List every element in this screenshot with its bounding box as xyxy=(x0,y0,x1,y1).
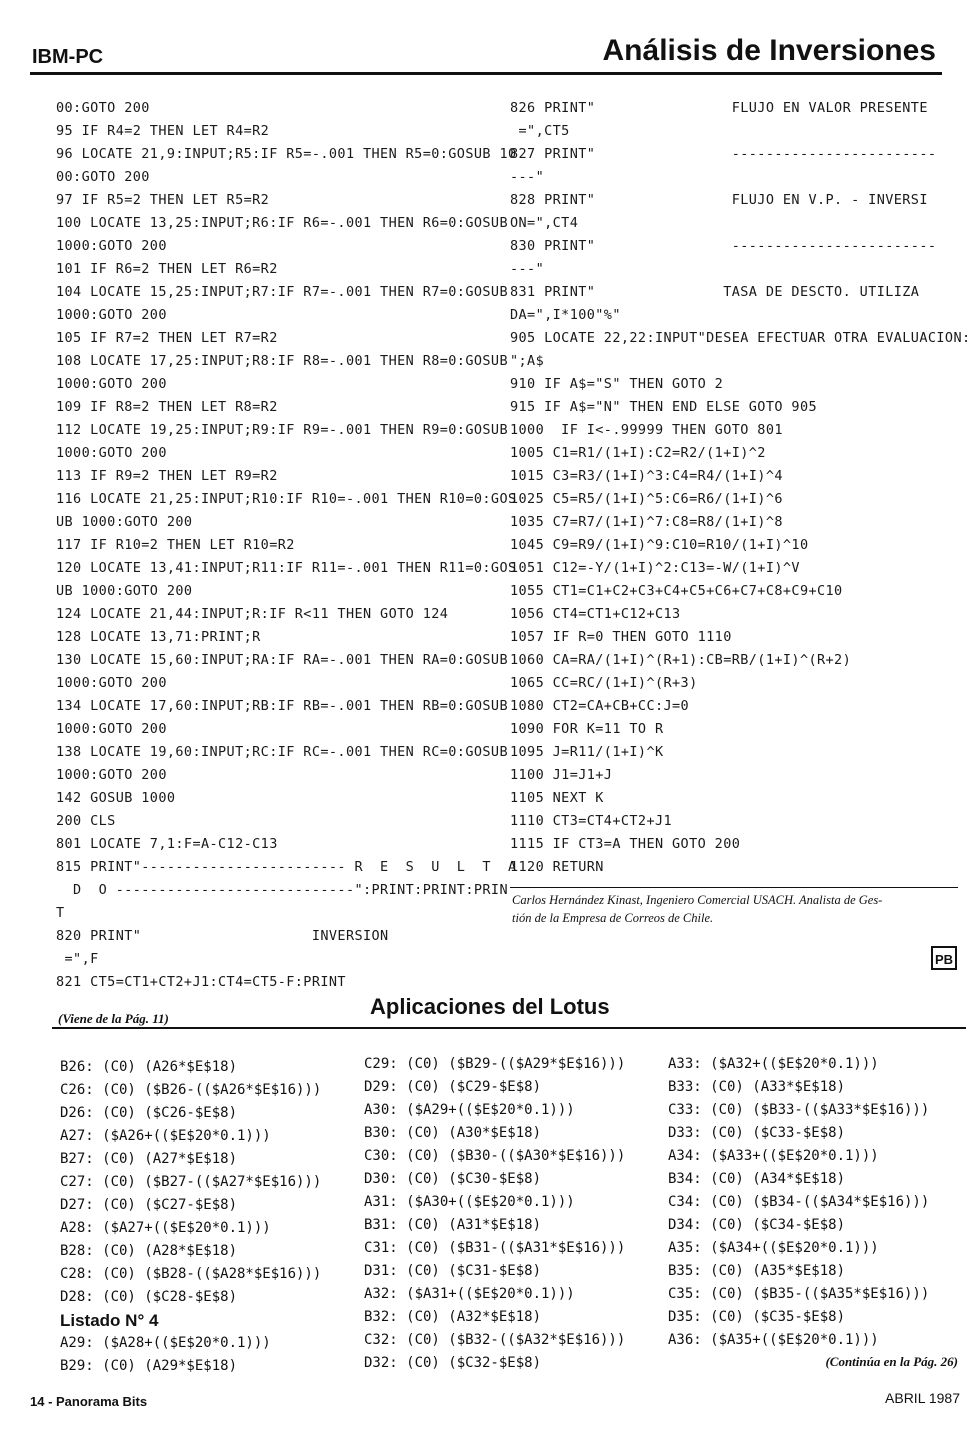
lotus-line: D31: (C0) ($C31-$E$8) xyxy=(364,1263,542,1279)
code-line: 821 CT5=CT1+CT2+J1:CT4=CT5-F:PRINT xyxy=(56,974,346,990)
header-rule xyxy=(30,72,942,75)
code-line: 130 LOCATE 15,60:INPUT;RA:IF RA=-.001 THEN RA=0:GOSUB xyxy=(56,652,508,668)
code-line: 124 LOCATE 21,44:INPUT;R:IF R<11 THEN GOTO 124 xyxy=(56,606,449,622)
lotus-line: D30: (C0) ($C30-$E$8) xyxy=(364,1171,542,1187)
lotus-line: A27: ($A26+(($E$20*0.1))) xyxy=(60,1128,271,1144)
lotus-line: A32: ($A31+(($E$20*0.1))) xyxy=(364,1286,575,1302)
author-note-line: tión de la Empresa de Correos de Chile. xyxy=(512,911,714,925)
code-line: ON=",CT4 xyxy=(510,215,579,231)
lotus-line: C26: (C0) ($B26-(($A26*$E$16))) xyxy=(60,1082,322,1098)
code-line: 1005 C1=R1/(1+I):C2=R2/(1+I)^2 xyxy=(510,445,766,461)
code-line: 1015 C3=R3/(1+I)^3:C4=R4/(1+I)^4 xyxy=(510,468,783,484)
code-line: ---" xyxy=(510,261,545,277)
lotus-line: A28: ($A27+(($E$20*0.1))) xyxy=(60,1220,271,1236)
lotus-line: A36: ($A35+(($E$20*0.1))) xyxy=(668,1332,879,1348)
code-line: 116 LOCATE 21,25:INPUT;R10:IF R10=-.001 THEN R10=0:GOS xyxy=(56,491,517,507)
code-line: 1035 C7=R7/(1+I)^7:C8=R8/(1+I)^8 xyxy=(510,514,783,530)
code-line: 831 PRINT" TASA DE DESCTO. UTILIZA xyxy=(510,284,920,300)
lotus-line: B26: (C0) (A26*$E$18) xyxy=(60,1059,238,1075)
code-line: ";A$ xyxy=(510,353,545,369)
code-line: =",CT5 xyxy=(510,123,570,139)
pb-badge: PB xyxy=(931,946,957,970)
code-line: 113 IF R9=2 THEN LET R9=R2 xyxy=(56,468,278,484)
lotus-line: C29: (C0) ($B29-(($A29*$E$16))) xyxy=(364,1056,626,1072)
code-line: 120 LOCATE 13,41:INPUT;R11:IF R11=-.001 THEN R11=0:GOS xyxy=(56,560,517,576)
code-line: 105 IF R7=2 THEN LET R7=R2 xyxy=(56,330,278,346)
viene-de-note: (Viene de la Pág. 11) xyxy=(58,1011,169,1026)
code-listing-right xyxy=(510,97,970,879)
lotus-line: D27: (C0) ($C27-$E$8) xyxy=(60,1197,238,1213)
code-line: T xyxy=(56,905,65,921)
code-line: 905 LOCATE 22,22:INPUT"DESEA EFECTUAR OTRA EVALUACION: xyxy=(510,330,970,346)
code-line: 1000:GOTO 200 xyxy=(56,675,167,691)
page-title: Análisis de Inversiones xyxy=(602,34,936,67)
lotus-line: C28: (C0) ($B28-(($A28*$E$16))) xyxy=(60,1266,322,1282)
footer-left: 14 - Panorama Bits xyxy=(30,1394,148,1409)
code-line: 910 IF A$="S" THEN GOTO 2 xyxy=(510,376,724,392)
code-line: 97 IF R5=2 THEN LET R5=R2 xyxy=(56,192,270,208)
lotus-line: C35: (C0) ($B35-(($A35*$E$16))) xyxy=(668,1286,930,1302)
lotus-line: B27: (C0) (A27*$E$18) xyxy=(60,1151,238,1167)
code-line: 1000:GOTO 200 xyxy=(56,376,167,392)
code-line: 1080 CT2=CA+CB+CC:J=0 xyxy=(510,698,690,714)
lotus-line: B31: (C0) (A31*$E$18) xyxy=(364,1217,542,1233)
lotus-line: C31: (C0) ($B31-(($A31*$E$16))) xyxy=(364,1240,626,1256)
continua-note: (Continúa en la Pág. 26) xyxy=(825,1354,958,1369)
code-line: 828 PRINT" FLUJO EN V.P. - INVERSI xyxy=(510,192,928,208)
section-title: Aplicaciones del Lotus xyxy=(370,994,610,1019)
code-line: 109 IF R8=2 THEN LET R8=R2 xyxy=(56,399,278,415)
code-line: 00:GOTO 200 xyxy=(56,169,150,185)
code-line: 1045 C9=R9/(1+I)^9:C10=R10/(1+I)^10 xyxy=(510,537,809,553)
code-line: 830 PRINT" ------------------------ xyxy=(510,238,937,254)
lotus-line: A33: ($A32+(($E$20*0.1))) xyxy=(668,1056,879,1072)
code-line: 827 PRINT" ------------------------ xyxy=(510,146,937,162)
code-line: 128 LOCATE 13,71:PRINT;R xyxy=(56,629,261,645)
lotus-line: B35: (C0) (A35*$E$18) xyxy=(668,1263,846,1279)
code-line: 1056 CT4=CT1+C12+C13 xyxy=(510,606,681,622)
code-line: 1065 CC=RC/(1+I)^(R+3) xyxy=(510,675,698,691)
code-line: 112 LOCATE 19,25:INPUT;R9:IF R9=-.001 THEN R9=0:GOSUB xyxy=(56,422,508,438)
lotus-line: D28: (C0) ($C28-$E$8) xyxy=(60,1289,238,1305)
lotus-line: D29: (C0) ($C29-$E$8) xyxy=(364,1079,542,1095)
footer-right: ABRIL 1987 xyxy=(885,1390,960,1406)
code-line: 1000 IF I<-.99999 THEN GOTO 801 xyxy=(510,422,783,438)
code-line: 1000:GOTO 200 xyxy=(56,307,167,323)
lotus-line: B30: (C0) (A30*$E$18) xyxy=(364,1125,542,1141)
code-line: 1095 J=R11/(1+I)^K xyxy=(510,744,664,760)
lotus-column-1 xyxy=(60,1056,321,1378)
code-line: 1110 CT3=CT4+CT2+J1 xyxy=(510,813,673,829)
code-line: 00:GOTO 200 xyxy=(56,100,150,116)
lotus-line: A34: ($A33+(($E$20*0.1))) xyxy=(668,1148,879,1164)
code-line: D O ----------------------------":PRINT:PRINT:PRIN xyxy=(56,882,508,898)
code-line: 142 GOSUB 1000 xyxy=(56,790,176,806)
code-line: 138 LOCATE 19,60:INPUT;RC:IF RC=-.001 THEN RC=0:GOSUB xyxy=(56,744,508,760)
code-line: 1055 CT1=C1+C2+C3+C4+C5+C6+C7+C8+C9+C10 xyxy=(510,583,843,599)
lotus-line: C34: (C0) ($B34-(($A34*$E$16))) xyxy=(668,1194,930,1210)
code-line: UB 1000:GOTO 200 xyxy=(56,514,193,530)
code-line: 1000:GOTO 200 xyxy=(56,238,167,254)
code-line: 1025 C5=R5/(1+I)^5:C6=R6/(1+I)^6 xyxy=(510,491,783,507)
code-line: UB 1000:GOTO 200 xyxy=(56,583,193,599)
lotus-line: B28: (C0) (A28*$E$18) xyxy=(60,1243,238,1259)
author-note xyxy=(512,891,957,927)
code-line: 1057 IF R=0 THEN GOTO 1110 xyxy=(510,629,732,645)
lotus-column-2 xyxy=(364,1053,625,1375)
code-line: 1000:GOTO 200 xyxy=(56,767,167,783)
lotus-line: D32: (C0) ($C32-$E$8) xyxy=(364,1355,542,1371)
code-line: 100 LOCATE 13,25:INPUT;R6:IF R6=-.001 THEN R6=0:GOSUB xyxy=(56,215,508,231)
header-section-label: IBM-PC xyxy=(32,46,104,68)
lotus-line: C32: (C0) ($B32-(($A32*$E$16))) xyxy=(364,1332,626,1348)
code-line: 1051 C12=-Y/(1+I)^2:C13=-W/(1+I)^V xyxy=(510,560,800,576)
code-line: 1100 J1=J1+J xyxy=(510,767,613,783)
code-line: 1120 RETURN xyxy=(510,859,604,875)
lotus-line: B32: (C0) (A32*$E$18) xyxy=(364,1309,542,1325)
lotus-line: A31: ($A30+(($E$20*0.1))) xyxy=(364,1194,575,1210)
code-line: 117 IF R10=2 THEN LET R10=R2 xyxy=(56,537,295,553)
lotus-line: B29: (C0) (A29*$E$18) xyxy=(60,1358,238,1374)
lotus-line: A30: ($A29+(($E$20*0.1))) xyxy=(364,1102,575,1118)
lotus-line: B34: (C0) (A34*$E$18) xyxy=(668,1171,846,1187)
listado-heading: Listado N° 4 xyxy=(60,1311,159,1330)
code-listing-left xyxy=(56,97,517,994)
code-line: 104 LOCATE 15,25:INPUT;R7:IF R7=-.001 THEN R7=0:GOSUB xyxy=(56,284,508,300)
lotus-line: C27: (C0) ($B27-(($A27*$E$16))) xyxy=(60,1174,322,1190)
lotus-line: A35: ($A34+(($E$20*0.1))) xyxy=(668,1240,879,1256)
section-rule xyxy=(52,1027,966,1029)
code-line: 1115 IF CT3=A THEN GOTO 200 xyxy=(510,836,741,852)
code-line: 820 PRINT" INVERSION xyxy=(56,928,389,944)
code-line: DA=",I*100"%" xyxy=(510,307,621,323)
lotus-line: C30: (C0) ($B30-(($A30*$E$16))) xyxy=(364,1148,626,1164)
code-line: 101 IF R6=2 THEN LET R6=R2 xyxy=(56,261,278,277)
code-line: 1060 CA=RA/(1+I)^(R+1):CB=RB/(1+I)^(R+2) xyxy=(510,652,852,668)
code-line: 1000:GOTO 200 xyxy=(56,445,167,461)
code-line: 96 LOCATE 21,9:INPUT;R5:IF R5=-.001 THEN R5=0:GOSUB 10 xyxy=(56,146,517,162)
code-line: 1090 FOR K=11 TO R xyxy=(510,721,664,737)
code-line: ---" xyxy=(510,169,545,185)
lotus-line: D26: (C0) ($C26-$E$8) xyxy=(60,1105,238,1121)
code-line: 1105 NEXT K xyxy=(510,790,604,806)
code-line: 915 IF A$="N" THEN END ELSE GOTO 905 xyxy=(510,399,817,415)
code-line: 826 PRINT" FLUJO EN VALOR PRESENTE xyxy=(510,100,928,116)
lotus-line: D35: (C0) ($C35-$E$8) xyxy=(668,1309,846,1325)
lotus-line: C33: (C0) ($B33-(($A33*$E$16))) xyxy=(668,1102,930,1118)
code-line: 1000:GOTO 200 xyxy=(56,721,167,737)
lotus-line: D34: (C0) ($C34-$E$8) xyxy=(668,1217,846,1233)
code-line: 134 LOCATE 17,60:INPUT;RB:IF RB=-.001 THEN RB=0:GOSUB xyxy=(56,698,508,714)
code-line: 815 PRINT"------------------------ R E S U L T A xyxy=(56,859,517,875)
code-line: 108 LOCATE 17,25:INPUT;R8:IF R8=-.001 THEN R8=0:GOSUB xyxy=(56,353,508,369)
author-rule xyxy=(510,887,958,888)
code-line: 200 CLS xyxy=(56,813,116,829)
lotus-column-3 xyxy=(668,1053,929,1352)
code-line: =",F xyxy=(56,951,99,967)
lotus-line: B33: (C0) (A33*$E$18) xyxy=(668,1079,846,1095)
author-note-line: Carlos Hernández Kinast, Ingeniero Comercial USACH. Analista de Ges- xyxy=(512,893,883,907)
lotus-line: A29: ($A28+(($E$20*0.1))) xyxy=(60,1335,271,1351)
code-line: 801 LOCATE 7,1:F=A-C12-C13 xyxy=(56,836,278,852)
lotus-line: D33: (C0) ($C33-$E$8) xyxy=(668,1125,846,1141)
code-line: 95 IF R4=2 THEN LET R4=R2 xyxy=(56,123,270,139)
